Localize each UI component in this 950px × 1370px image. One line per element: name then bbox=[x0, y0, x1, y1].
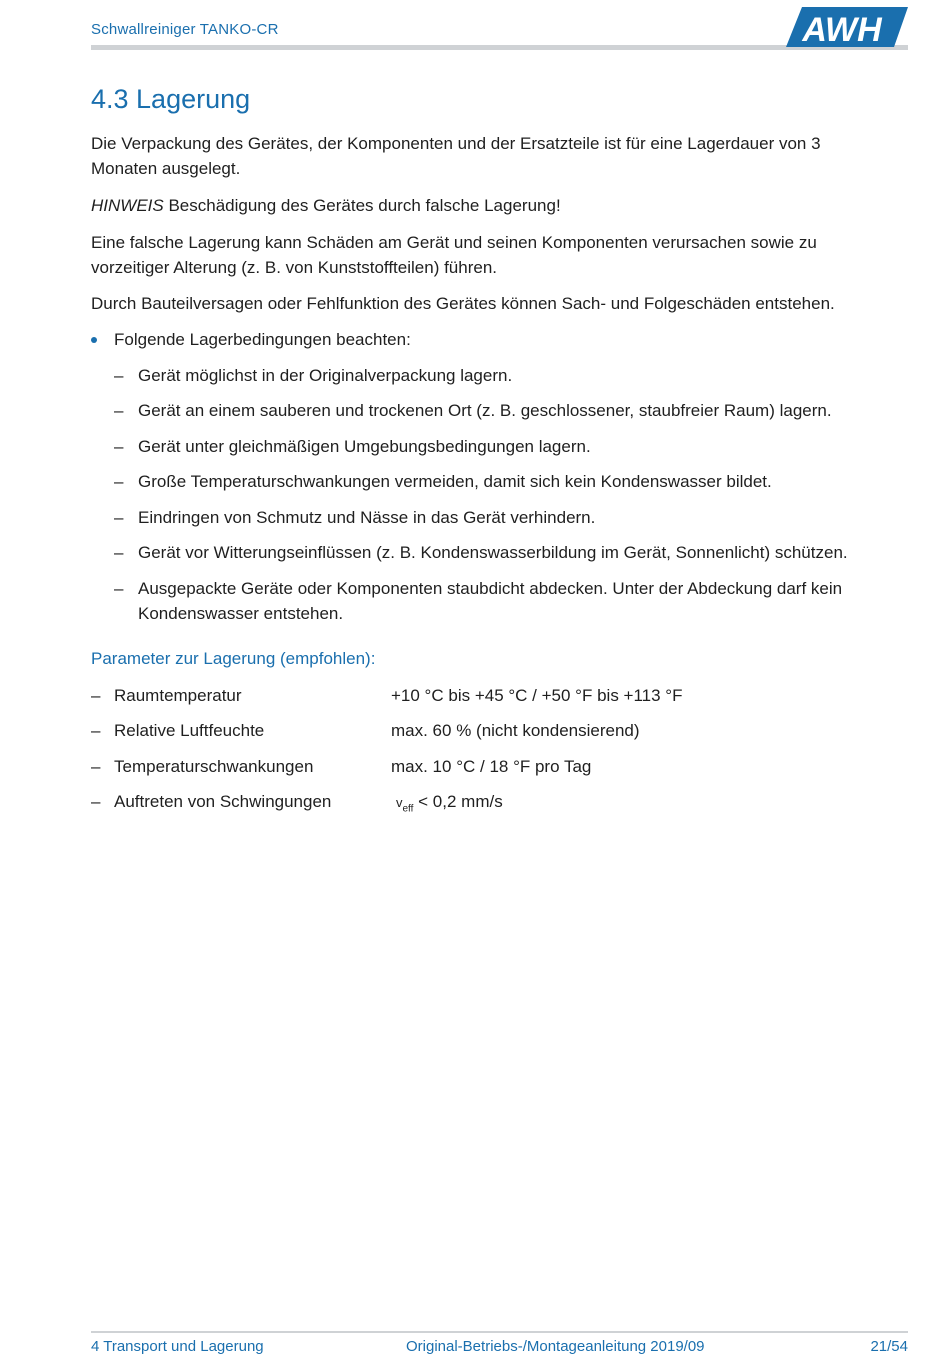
footer-document: Original-Betriebs-/Montageanleitung 2019/09 bbox=[406, 1338, 705, 1355]
list-dash: – bbox=[114, 543, 124, 562]
list-dash: – bbox=[114, 366, 124, 385]
list-item: Gerät vor Witterungseinflüssen (z. B. Kondenswasserbildung im Gerät, Sonnenlicht) schützen. bbox=[138, 543, 848, 562]
param-dash: – bbox=[91, 792, 101, 811]
header-title: Schwallreiniger TANKO-CR bbox=[91, 21, 279, 38]
para2-line-2: vorzeitiger Alterung (z. B. von Kunststoffteilen) führen. bbox=[91, 258, 498, 277]
param-value-room-temperature: +10 °C bis +45 °C / +50 °F bis +113 °F bbox=[391, 686, 683, 705]
para3: Durch Bauteilversagen oder Fehlfunktion des Gerätes können Sach- und Folgeschäden entstehen. bbox=[91, 294, 835, 313]
param-label-humidity: Relative Luftfeuchte bbox=[114, 721, 265, 740]
veff-symbol: v bbox=[396, 795, 403, 810]
footer-page-number: 21/54 bbox=[870, 1338, 908, 1355]
list-item: Gerät möglichst in der Originalverpackung lagern. bbox=[138, 366, 513, 385]
param-value-temperature-fluctuation: max. 10 °C / 18 °F pro Tag bbox=[391, 757, 592, 776]
list-dash: – bbox=[114, 472, 124, 491]
veff-subscript: eff bbox=[402, 803, 414, 815]
section-heading: 4.3 Lagerung bbox=[91, 84, 251, 114]
list-item: Gerät unter gleichmäßigen Umgebungsbedingungen lagern. bbox=[138, 437, 591, 456]
list-dash: – bbox=[114, 579, 124, 598]
hinweis-paragraph bbox=[91, 193, 881, 218]
list-item: Eindringen von Schmutz und Nässe in das Gerät verhindern. bbox=[138, 508, 596, 527]
param-dash: – bbox=[91, 757, 101, 776]
param-dash: – bbox=[91, 721, 101, 740]
list-dash: – bbox=[114, 401, 124, 420]
list-item-continuation: Kondenswasser entstehen. bbox=[138, 604, 344, 623]
hinweis-text: Beschädigung des Gerätes durch falsche Lagerung! bbox=[163, 196, 561, 215]
param-label-room-temperature: Raumtemperatur bbox=[114, 686, 242, 705]
footer-divider bbox=[91, 1331, 908, 1333]
param-label-vibration: Auftreten von Schwingungen bbox=[114, 792, 332, 811]
list-dash: – bbox=[114, 437, 124, 456]
intro-line-1: Die Verpackung des Gerätes, der Komponenten und der Ersatzteile ist für eine Lagerdauer von 3 bbox=[91, 134, 821, 153]
intro-line-2: Monaten ausgelegt. bbox=[91, 159, 241, 178]
param-value-vibration bbox=[396, 789, 503, 821]
list-item: Gerät an einem sauberen und trockenen Ort (z. B. geschlossener, staubfreier Raum) lagern. bbox=[138, 401, 832, 420]
list-item: Große Temperaturschwankungen vermeiden, damit sich kein Kondenswasser bildet. bbox=[138, 472, 772, 491]
bullet-dot bbox=[91, 337, 97, 343]
awh-logo bbox=[782, 7, 908, 54]
param-dash: – bbox=[91, 686, 101, 705]
list-item: Ausgepackte Geräte oder Komponenten staubdicht abdecken. Unter der Abdeckung darf kein bbox=[138, 579, 843, 598]
list-dash: – bbox=[114, 508, 124, 527]
param-label-temperature-fluctuation: Temperaturschwankungen bbox=[114, 757, 314, 776]
hinweis-label: HINWEIS bbox=[91, 196, 164, 215]
vibration-value: < 0,2 mm/s bbox=[413, 792, 503, 811]
params-heading: Parameter zur Lagerung (empfohlen): bbox=[91, 649, 376, 668]
param-value-humidity: max. 60 % (nicht kondensierend) bbox=[391, 721, 640, 740]
bullet-text: Folgende Lagerbedingungen beachten: bbox=[114, 330, 411, 349]
para2-line-1: Eine falsche Lagerung kann Schäden am Gerät und seinen Komponenten verursachen sowie zu bbox=[91, 233, 817, 252]
logo-text: AWH bbox=[802, 11, 882, 49]
footer-chapter: 4 Transport und Lagerung bbox=[91, 1338, 264, 1355]
